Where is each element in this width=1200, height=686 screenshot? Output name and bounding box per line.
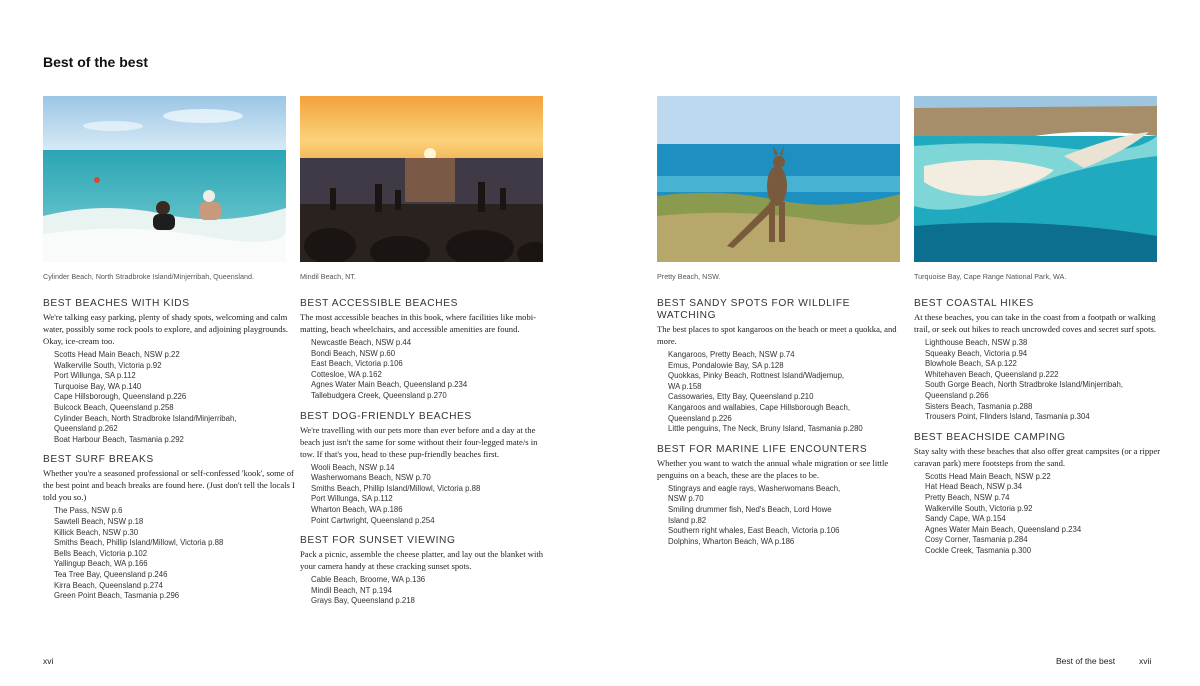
list-item: Walkerville South, Victoria p.92 — [54, 360, 162, 370]
section-heading: BEST ACCESSIBLE BEACHES — [300, 298, 458, 309]
list-item: Stingrays and eagle rays, Washerwomans Beach, — [668, 483, 841, 493]
list-item: Little penguins, The Neck, Bruny Island, Tasmania p.280 — [668, 424, 863, 434]
list-item: Queensland p.226 — [668, 413, 732, 423]
list-item: Queensland p.266 — [925, 390, 989, 400]
column-2 — [300, 298, 552, 616]
list-item: Emus, Pondalowie Bay, SA p.128 — [668, 360, 784, 370]
section-intro: Whether you want to watch the annual whale migration or see little penguins on a beach, these are the places to be. — [657, 457, 889, 480]
list-item: Lighthouse Beach, NSW p.38 — [925, 338, 1028, 347]
beach-list — [657, 484, 909, 548]
caption-photo-1: Cylinder Beach, North Stradbroke Island/Minjerribah, Queensland. — [43, 272, 254, 281]
list-item: Boat Harbour Beach, Tasmania p.292 — [54, 434, 184, 444]
list-item: Grays Bay, Queensland p.218 — [311, 596, 415, 606]
list-item: Bondi Beach, NSW p.60 — [311, 348, 396, 358]
section-intro: The most accessible beaches in this book, where facilities like mobi-matting, beach wheelchairs, and accessible amenities are found. — [300, 312, 537, 334]
list-item: Cottesloe, WA p.162 — [311, 369, 382, 379]
section-intro: Stay salty with these beaches that also offer great campsites (or a ripper caravan park) mere footsteps from the sand. — [914, 445, 1161, 468]
list-item: Washerwomans Beach, NSW p.70 — [311, 473, 431, 483]
section-coastal-hikes — [914, 298, 1166, 423]
list-item: Agnes Water Main Beach, Queensland p.234 — [925, 524, 1082, 534]
section-heading: BEST COASTAL HIKES — [914, 298, 1034, 309]
list-item: Kangaroos and wallabies, Cape Hillsborough Beach, — [668, 402, 851, 412]
list-item: Yallingup Beach, WA p.166 — [54, 559, 148, 569]
list-item: NSW p.70 — [668, 494, 704, 504]
list-item: Queensland p.262 — [54, 424, 118, 434]
section-accessible-beaches — [300, 298, 552, 402]
beach-list — [914, 472, 1166, 557]
section-heading: BEST FOR SUNSET VIEWING — [300, 535, 456, 547]
list-item: Bulcock Beach, Queensland p.258 — [54, 402, 174, 412]
list-item: WA p.158 — [668, 381, 702, 391]
list-item: East Beach, Victoria p.106 — [311, 359, 403, 369]
section-surf-breaks — [43, 454, 295, 601]
section-intro: We're travelling with our pets more than ever before and a day at the beach just isn't the same for some without their four-legged mate/s in tow. If that's you, head to these pup-friendly beaches first. — [300, 424, 538, 459]
list-item: Scotts Head Main Beach, NSW p.22 — [54, 350, 180, 359]
list-item: Sisters Beach, Tasmania p.288 — [925, 401, 1033, 411]
running-title: Best of the best — [1056, 656, 1116, 666]
list-item: Port Willunga, SA p.112 — [311, 494, 393, 504]
list-item: Agnes Water Main Beach, Queensland p.234 — [311, 380, 468, 390]
list-item: Cylinder Beach, North Stradbroke Island/Minjerribah, — [54, 413, 237, 423]
left-page-number: xvi — [43, 656, 54, 666]
section-beachside-camping — [914, 432, 1166, 557]
page-title: Best of the best — [43, 54, 149, 70]
list-item: Tea Tree Bay, Queensland p.246 — [54, 569, 168, 579]
list-item: Turquoise Bay, WA p.140 — [54, 381, 142, 391]
list-item: Killick Beach, NSW p.30 — [54, 527, 139, 537]
caption-photo-2: Mindil Beach, NT. — [300, 272, 356, 281]
list-item: The Pass, NSW p.6 — [54, 506, 123, 516]
list-item: Pretty Beach, NSW p.74 — [925, 492, 1010, 502]
list-item: Cape Hillsborough, Queensland p.226 — [54, 392, 187, 402]
list-item: Island p.82 — [668, 515, 707, 525]
beach-list — [300, 463, 552, 527]
section-heading: BEST SURF BREAKS — [43, 454, 154, 466]
beach-list — [657, 350, 909, 435]
section-heading: BEST BEACHSIDE CAMPING — [914, 431, 1066, 443]
column-4 — [914, 298, 1166, 566]
list-item: Whitehaven Beach, Queensland p.222 — [925, 369, 1059, 379]
section-sunset-viewing — [300, 535, 552, 607]
beach-list — [300, 338, 552, 402]
list-item: Wooli Beach, NSW p.14 — [311, 462, 395, 472]
list-item: Tallebudgera Creek, Queensland p.270 — [311, 390, 447, 400]
list-item: Dolphins, Wharton Beach, WA p.186 — [668, 536, 795, 546]
list-item: Mindil Beach, NT p.194 — [311, 585, 392, 595]
section-heading: BEST DOG-FRIENDLY BEACHES — [300, 410, 472, 422]
column-1 — [43, 298, 295, 611]
section-intro: The best places to spot kangaroos on the beach or meet a quokka, and more. — [657, 324, 897, 346]
caption-photo-3: Pretty Beach, NSW. — [657, 272, 721, 281]
list-item: Smiths Beach, Phillip Island/Millowl, Victoria p.88 — [54, 538, 224, 548]
list-item: Cosy Corner, Tasmania p.284 — [925, 535, 1028, 545]
list-item: Walkerville South, Victoria p.92 — [925, 503, 1033, 513]
list-item: Bells Beach, Victoria p.102 — [54, 548, 148, 558]
list-item: Cassowaries, Etty Bay, Queensland p.210 — [668, 392, 814, 402]
list-item: South Gorge Beach, North Stradbroke Island/Minjerribah, — [925, 380, 1124, 390]
section-intro: Pack a picnic, assemble the cheese platter, and lay out the blanket with your camera handy at these cracking sunset spots. — [300, 549, 544, 572]
list-item: Cockle Creek, Tasmania p.300 — [925, 545, 1032, 555]
list-item: Point Cartwright, Queensland p.254 — [311, 515, 435, 525]
beach-list — [43, 350, 295, 445]
photo-mindil-beach — [300, 96, 543, 262]
list-item: Cable Beach, Broome, WA p.136 — [311, 575, 426, 585]
section-intro: We're talking easy parking, plenty of shady spots, welcoming and calm water, possibly some rock pools to explore, and adjoining playgrounds. Okay, ice-cream too. — [43, 312, 289, 346]
section-intro: Whether you're a seasoned professional or self-confessed 'kook', some of the best point and beach breaks are found here. (Just don't tell the locals I told you so.) — [43, 468, 295, 503]
beach-list — [43, 506, 295, 601]
list-item: Sawtell Beach, NSW p.18 — [54, 516, 144, 526]
photo-pretty-beach — [657, 96, 900, 262]
list-item: Squeaky Beach, Victoria p.94 — [925, 348, 1028, 358]
section-heading: BEST BEACHES WITH KIDS — [43, 298, 190, 309]
section-marine-life — [657, 444, 909, 548]
section-wildlife-watching — [657, 298, 909, 435]
list-item: Sandy Cape, WA p.154 — [925, 514, 1006, 524]
list-item: Hat Head Beach, NSW p.34 — [925, 482, 1023, 492]
list-item: Port Willunga, SA p.112 — [54, 371, 136, 381]
beach-list — [914, 338, 1166, 423]
list-item: Wharton Beach, WA p.186 — [311, 504, 403, 514]
section-heading: BEST FOR MARINE LIFE ENCOUNTERS — [657, 443, 868, 455]
list-item: Smiths Beach, Phillip Island/Millowl, Victoria p.88 — [311, 483, 481, 493]
list-item: Kirra Beach, Queensland p.274 — [54, 580, 163, 590]
list-item: Newcastle Beach, NSW p.44 — [311, 338, 412, 347]
list-item: Southern right whales, East Beach, Victoria p.106 — [668, 526, 840, 536]
list-item: Smiling drummer fish, Ned's Beach, Lord Howe — [668, 504, 832, 514]
photo-turquoise-bay — [914, 96, 1157, 262]
photo-cylinder-beach — [43, 96, 286, 262]
right-page-number: xvii — [1139, 656, 1152, 666]
list-item: Green Point Beach, Tasmania p.296 — [54, 591, 180, 601]
beach-list — [300, 575, 552, 607]
column-3 — [657, 298, 909, 556]
list-item: Trousers Point, Flinders Island, Tasmania p.304 — [925, 412, 1090, 422]
list-item: Kangaroos, Pretty Beach, NSW p.74 — [668, 350, 795, 359]
section-intro: At these beaches, you can take in the coast from a footpath or walking trail, or seek out hikes to reach uncrowded coves and secret surf spots. — [914, 312, 1156, 334]
caption-photo-4: Turquoise Bay, Cape Range National Park, WA. — [914, 272, 1067, 281]
list-item: Quokkas, Pinky Beach, Rottnest Island/Wadjemup, — [668, 371, 845, 381]
section-heading: BEST SANDY SPOTS FOR WILDLIFE WATCHING — [657, 298, 851, 321]
list-item: Scotts Head Main Beach, NSW p.22 — [925, 471, 1051, 481]
list-item: Blowhole Beach, SA p.122 — [925, 359, 1017, 369]
section-dog-friendly-beaches — [300, 411, 552, 527]
section-beaches-with-kids — [43, 298, 295, 445]
